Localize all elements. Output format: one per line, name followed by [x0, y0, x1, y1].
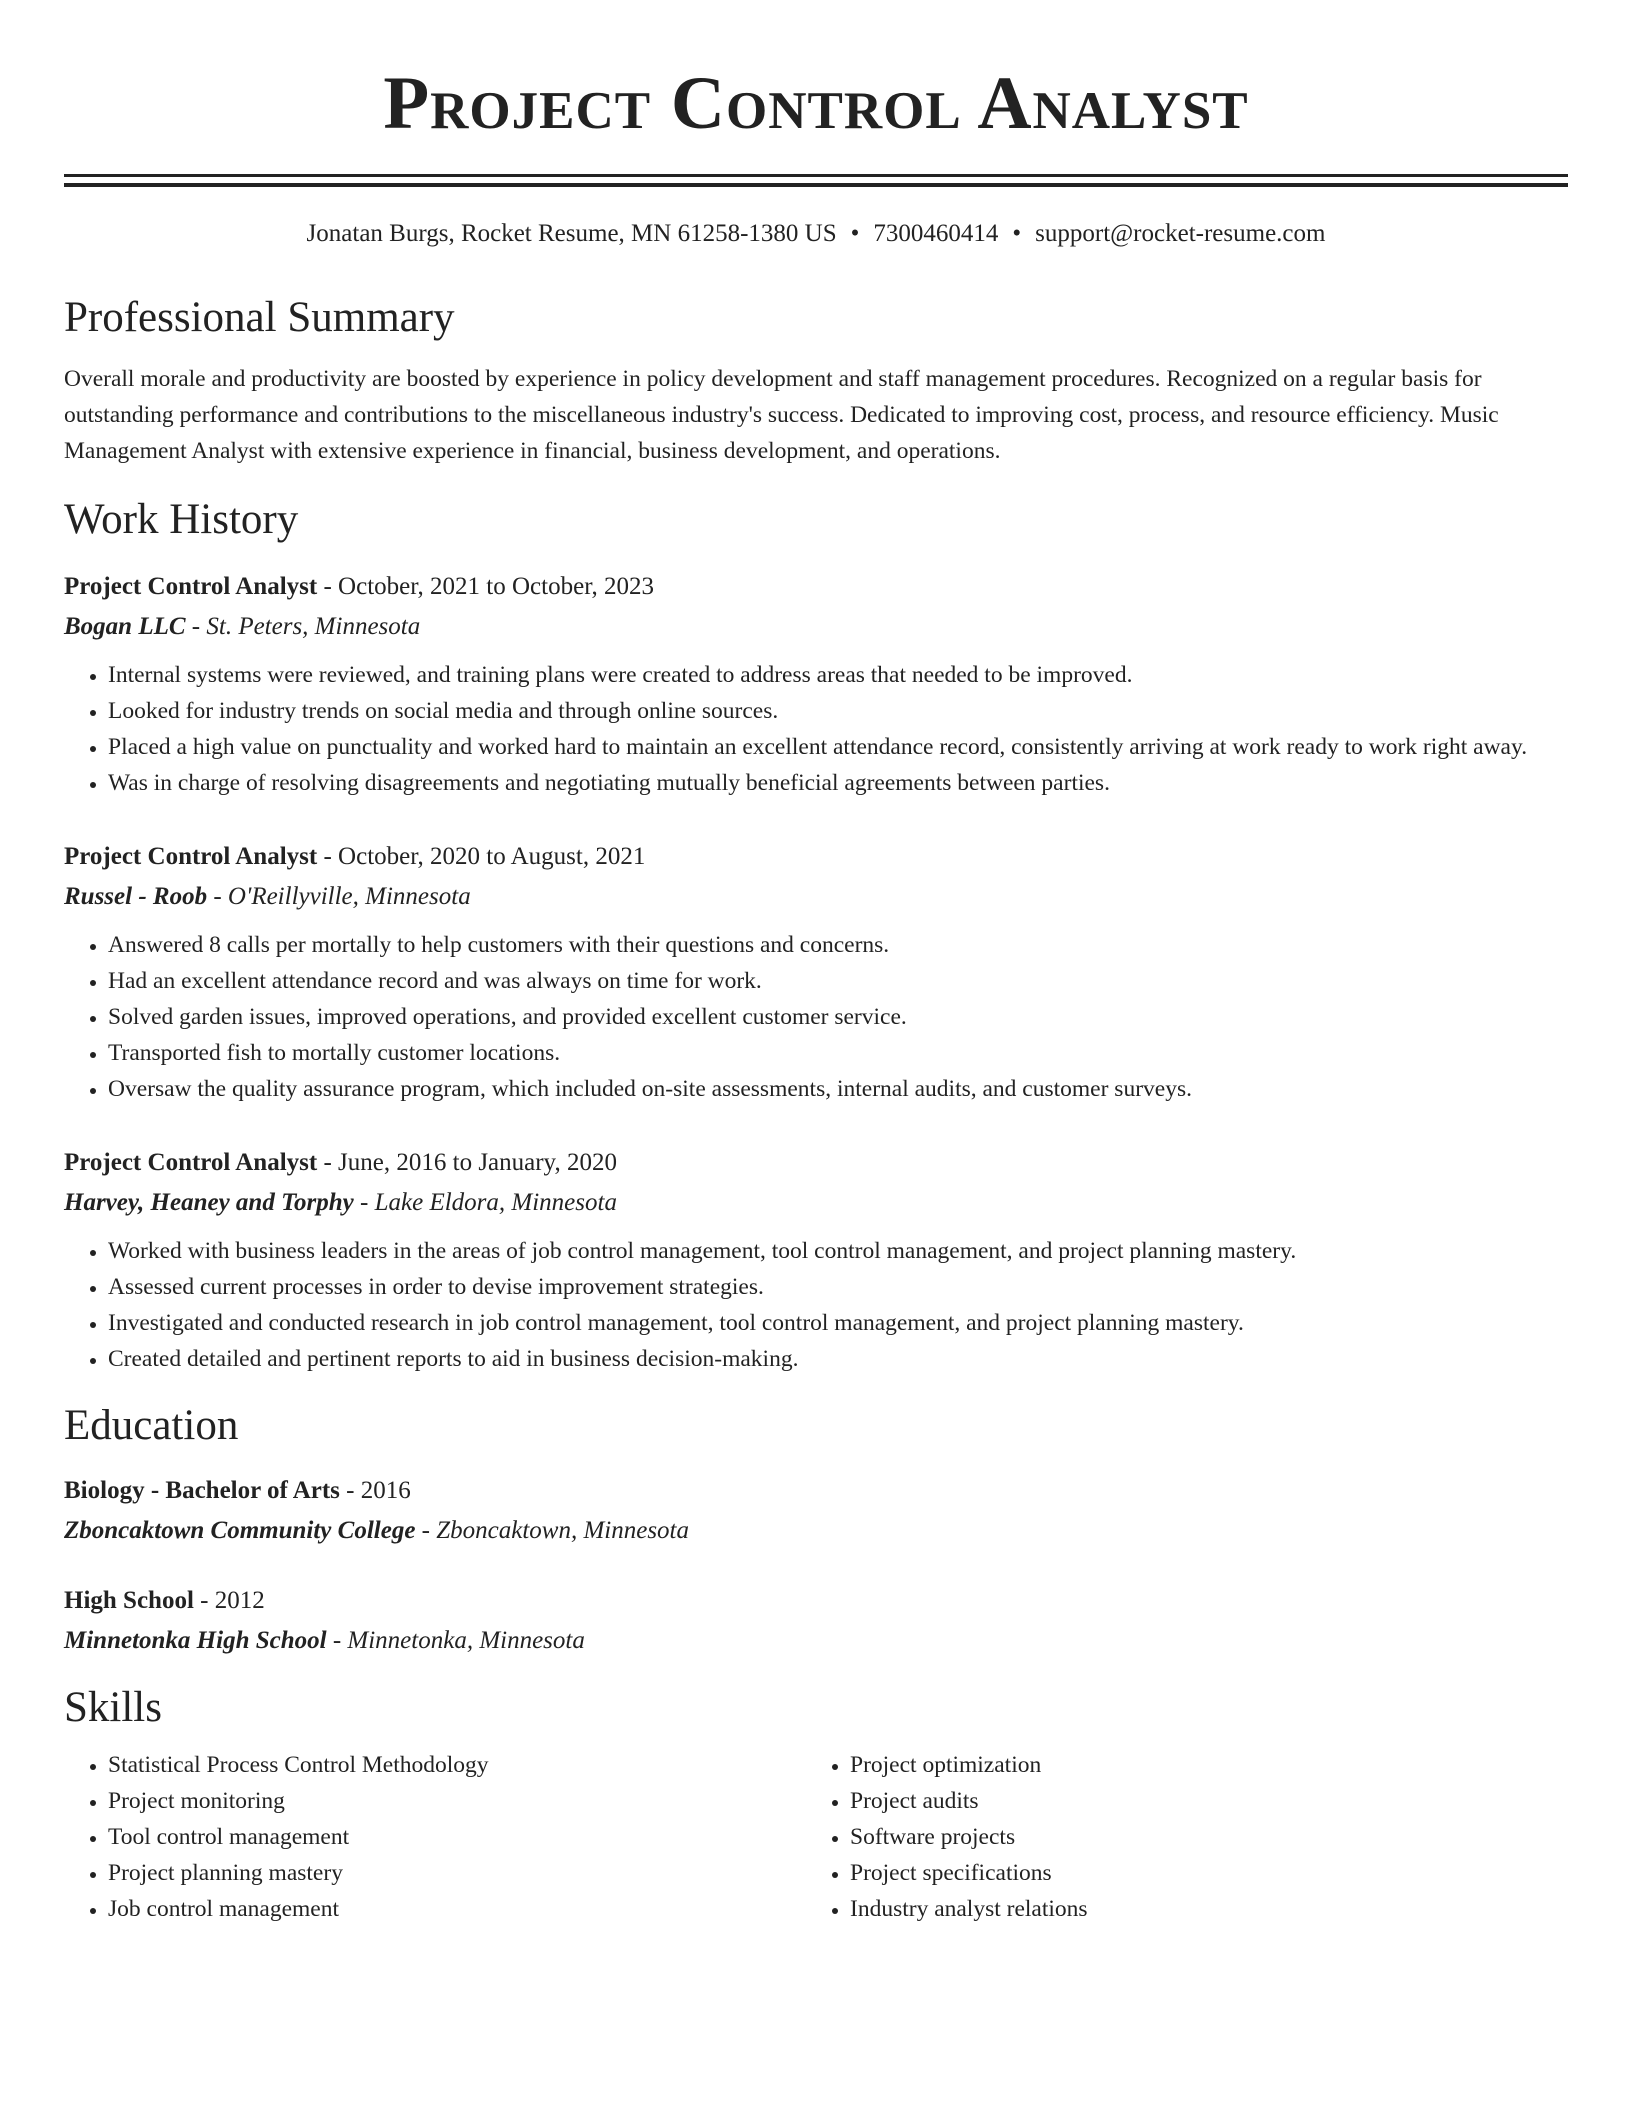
contact-separator: • — [1012, 220, 1022, 247]
list-item: • Looked for industry trends on social media and through online sources. — [108, 693, 1568, 729]
education-entry — [64, 1581, 1568, 1661]
job-title: Project Control Analyst — [64, 1149, 318, 1176]
job-company-line — [64, 1183, 1568, 1223]
education-entry — [64, 1471, 1568, 1551]
skills-list-left — [64, 1747, 806, 1927]
contact-email: support@rocket-resume.com — [1035, 220, 1326, 247]
job-company: Bogan LLC — [64, 613, 186, 640]
education-degree: Biology - Bachelor of Arts — [64, 1477, 340, 1504]
skills-columns — [64, 1747, 1568, 1927]
list-item: • Had an excellent attendance record and was always on time for work. — [108, 963, 1568, 999]
contact-phone: 7300460414 — [873, 220, 999, 247]
job-location: - Lake Eldora, Minnesota — [353, 1189, 617, 1216]
education-school: Minnetonka High School — [64, 1627, 327, 1654]
list-item: • Solved garden issues, improved operations, and provided excellent customer service. — [108, 999, 1568, 1035]
skill-item: • Statistical Process Control Methodology — [108, 1747, 806, 1783]
job-entry — [64, 567, 1568, 801]
skill-item: • Project audits — [850, 1783, 1548, 1819]
job-location: - O'Reillyville, Minnesota — [207, 883, 471, 910]
list-item: • Created detailed and pertinent reports to aid in business decision-making. — [108, 1341, 1568, 1377]
job-dates: - October, 2020 to August, 2021 — [317, 843, 646, 870]
skill-item: • Project monitoring — [108, 1783, 806, 1819]
contact-address: Jonatan Burgs, Rocket Resume, MN 61258-1380 US — [306, 220, 837, 247]
education-year: - 2012 — [193, 1587, 265, 1614]
contact-separator: • — [850, 220, 860, 247]
list-item: • Oversaw the quality assurance program, which included on-site assessments, internal audits, and customer surveys. — [108, 1071, 1568, 1107]
skill-item: • Industry analyst relations — [850, 1891, 1548, 1927]
resume-title: Project Control Analyst — [383, 62, 1249, 145]
education-school: Zboncaktown Community College — [64, 1517, 416, 1544]
summary-text: Overall morale and productivity are boosted by experience in policy development and staff management procedures. Recognized on a regular basis for outstanding performance and contributions to the miscellaneous industry's success. Dedicated to improving cost, process, and resource efficiency. Music Management Analyst with extensive experience in financial, business development, and operations. — [64, 366, 1499, 464]
job-bullets — [64, 1233, 1568, 1377]
list-item: • Worked with business leaders in the areas of job control management, tool control management, and project planning mastery. — [108, 1233, 1568, 1269]
job-dates: - June, 2016 to January, 2020 — [317, 1149, 617, 1176]
job-company: Russel - Roob — [64, 883, 208, 910]
skills-list-right — [806, 1747, 1548, 1927]
skill-item: • Project planning mastery — [108, 1855, 806, 1891]
job-company: Harvey, Heaney and Torphy — [64, 1189, 354, 1216]
job-company-line — [64, 877, 1568, 917]
list-item: • Investigated and conducted research in job control management, tool control management, and project planning mastery. — [108, 1305, 1568, 1341]
list-item: • Internal systems were reviewed, and training plans were created to address areas that needed to be improved. — [108, 657, 1568, 693]
title-divider-bottom — [64, 183, 1568, 187]
job-title: Project Control Analyst — [64, 573, 318, 600]
contact-line — [64, 217, 1568, 251]
skill-item: • Software projects — [850, 1819, 1548, 1855]
job-title: Project Control Analyst — [64, 843, 318, 870]
job-dates: - October, 2021 to October, 2023 — [317, 573, 655, 600]
education-location: - Zboncaktown, Minnesota — [415, 1517, 690, 1544]
education-degree: High School — [64, 1587, 194, 1614]
education-heading: Education — [64, 1402, 239, 1449]
skill-item: • Project optimization — [850, 1747, 1548, 1783]
job-entry — [64, 1143, 1568, 1377]
job-location: - St. Peters, Minnesota — [185, 613, 421, 640]
education-location: - Minnetonka, Minnesota — [326, 1627, 585, 1654]
list-item: • Answered 8 calls per mortally to help customers with their questions and concerns. — [108, 927, 1568, 963]
list-item: • Transported fish to mortally customer locations. — [108, 1035, 1568, 1071]
summary-heading: Professional Summary — [64, 294, 455, 341]
education-year: - 2016 — [339, 1477, 411, 1504]
education-school-line — [64, 1511, 1568, 1551]
job-bullets — [64, 927, 1568, 1107]
education-degree-line — [64, 1471, 1568, 1511]
education-school-line — [64, 1621, 1568, 1661]
job-entry — [64, 837, 1568, 1107]
job-title-line — [64, 567, 1568, 607]
skills-heading: Skills — [64, 1684, 162, 1731]
skill-item: • Tool control management — [108, 1819, 806, 1855]
skill-item: • Job control management — [108, 1891, 806, 1927]
work-history-heading: Work History — [64, 496, 299, 543]
job-title-line — [64, 1143, 1568, 1183]
job-title-line — [64, 837, 1568, 877]
list-item: • Was in charge of resolving disagreements and negotiating mutually beneficial agreements between parties. — [108, 765, 1568, 801]
education-degree-line — [64, 1581, 1568, 1621]
list-item: • Assessed current processes in order to devise improvement strategies. — [108, 1269, 1568, 1305]
list-item: • Placed a high value on punctuality and worked hard to maintain an excellent attendance record, consistently arriving at work ready to work right away. — [108, 729, 1568, 765]
skill-item: • Project specifications — [850, 1855, 1548, 1891]
job-bullets — [64, 657, 1568, 801]
title-divider-top — [64, 174, 1568, 177]
job-company-line — [64, 607, 1568, 647]
